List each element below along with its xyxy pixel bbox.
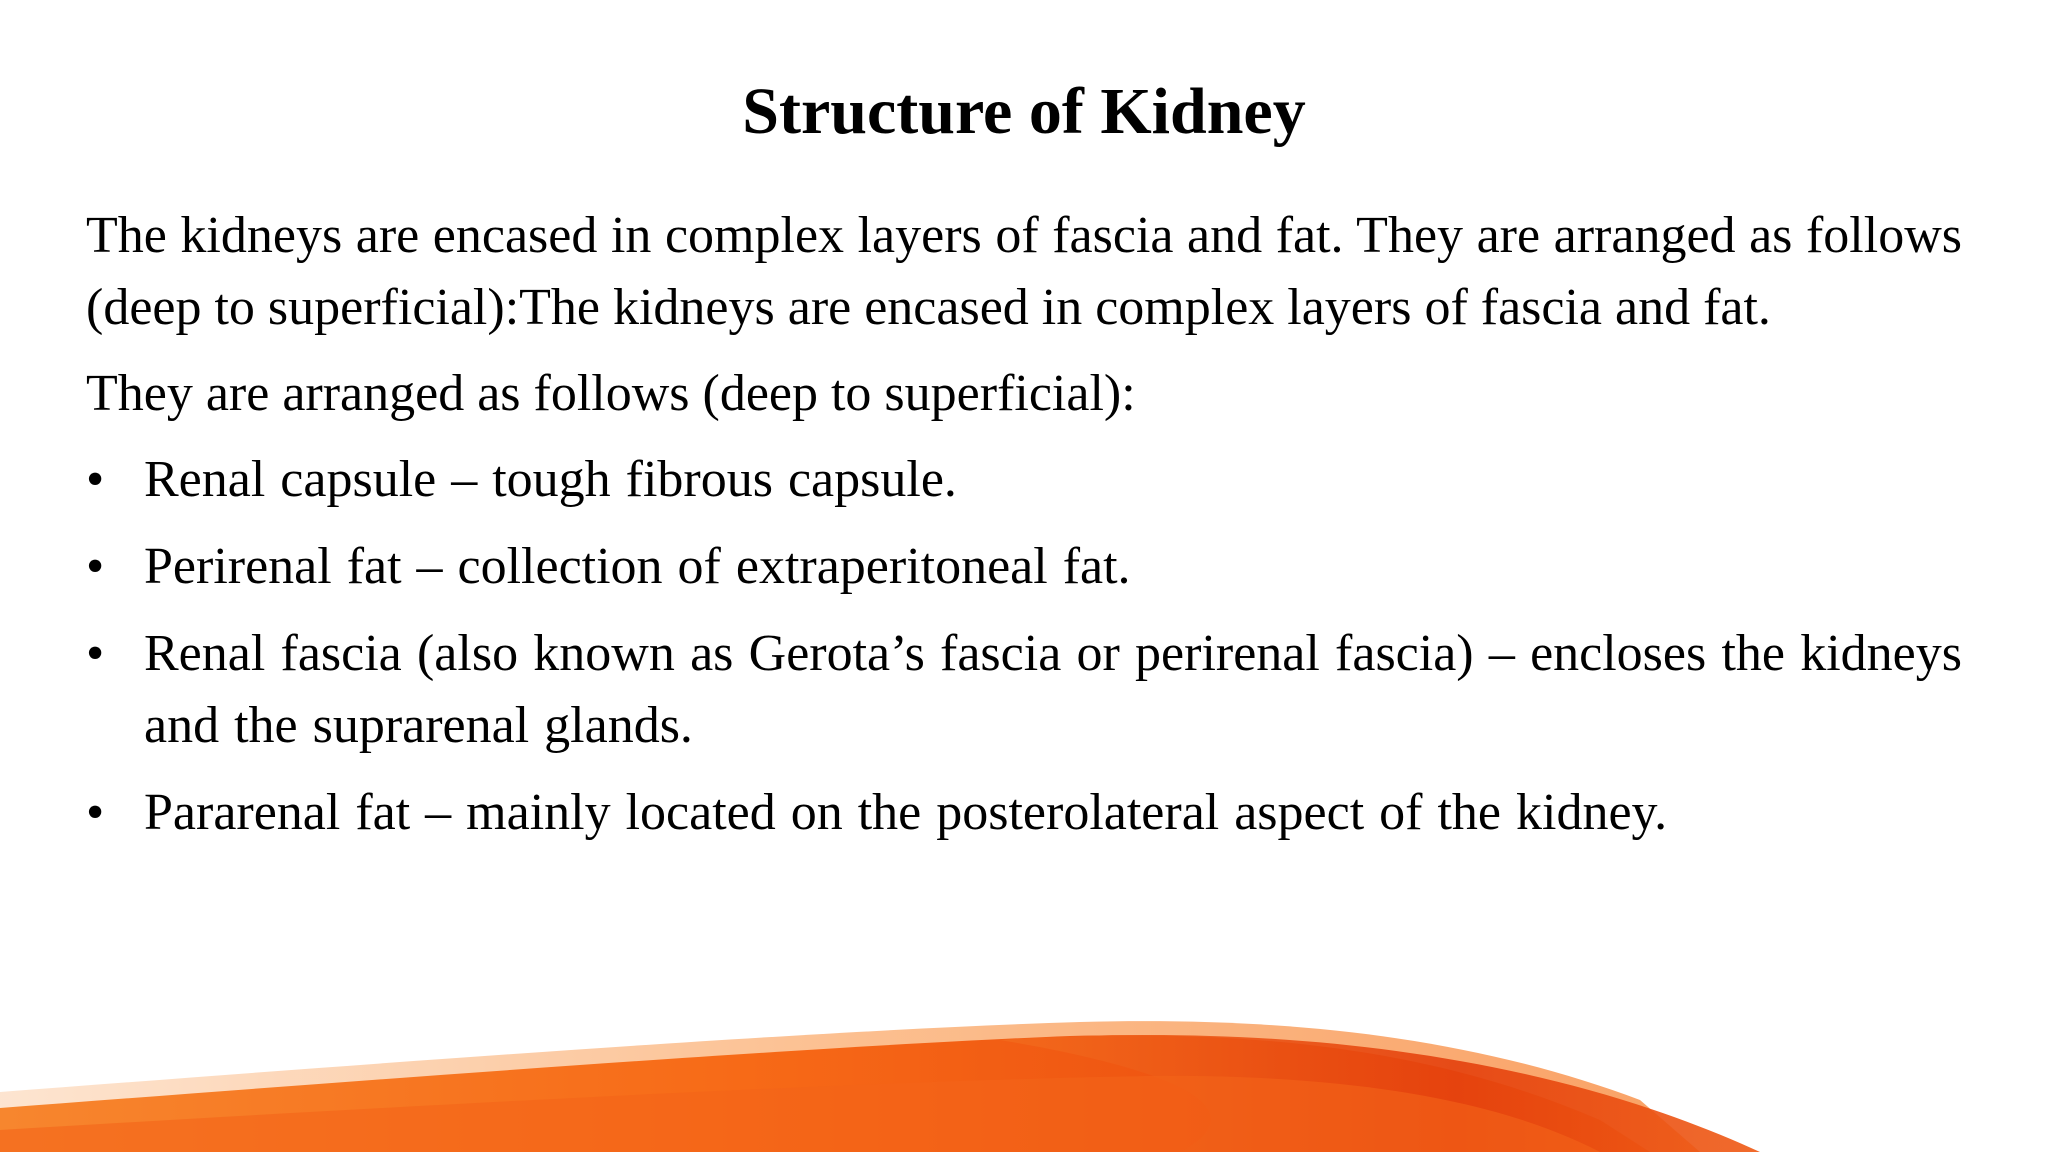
- list-item: [86, 618, 1962, 762]
- bullet-icon: •: [86, 538, 105, 595]
- slide-title: Structure of Kidney: [742, 75, 1306, 148]
- layer-text: Pararenal fat – mainly located on the posterolateral aspect of the kidney.: [144, 784, 1668, 841]
- list-item: [86, 777, 1962, 849]
- bullet-icon: •: [86, 451, 105, 508]
- arrangement-paragraph: They are arranged as follows (deep to superficial):: [86, 365, 1136, 422]
- slide-body: [86, 200, 1962, 864]
- list-item: [86, 444, 1962, 516]
- layer-text: Renal fascia (also known as Gerota’s fascia or perirenal fascia) – encloses the kidneys and the suprarenal glands.: [144, 625, 1962, 754]
- layer-text: Renal capsule – tough fibrous capsule.: [144, 451, 957, 508]
- list-item: [86, 531, 1962, 603]
- layer-list: [86, 444, 1962, 849]
- layer-text: Perirenal fat – collection of extraperitoneal fat.: [144, 538, 1131, 595]
- intro-paragraph: The kidneys are encased in complex layers of fascia and fat. They are arranged as follows (deep to superficial):The kidneys are encased in complex layers of fascia and fat.: [86, 207, 1962, 336]
- bullet-icon: •: [86, 625, 105, 682]
- bullet-icon: •: [86, 784, 105, 841]
